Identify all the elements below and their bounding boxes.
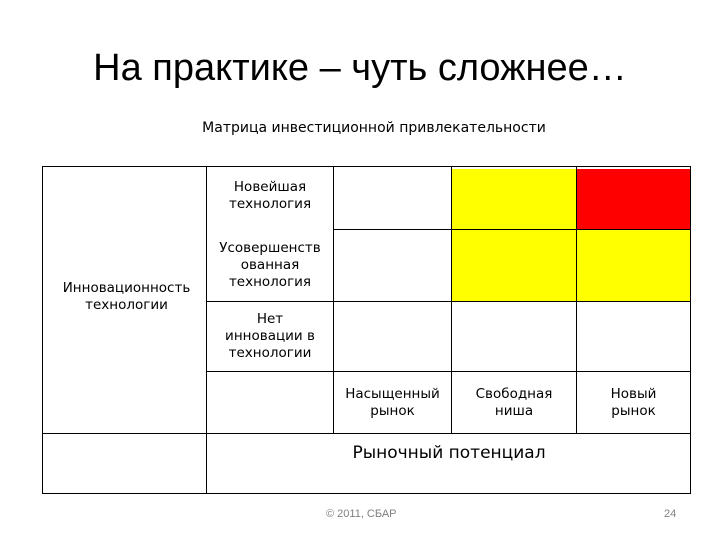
cell-newest-free-niche xyxy=(452,169,577,229)
cell-improved-new-market xyxy=(577,230,690,301)
x-axis-label: Рыночный потенциал xyxy=(352,443,546,463)
investment-matrix xyxy=(42,166,691,494)
cell-improved-free-niche xyxy=(452,230,577,301)
col-label-new-market: Новый рынок xyxy=(610,385,657,419)
row-label-improved: Усовершенств ованная технология xyxy=(219,240,321,290)
cell-newest-new-market xyxy=(577,169,690,229)
footer-copyright: © 2011, СБАР xyxy=(326,508,397,520)
grid-line xyxy=(333,229,691,230)
row-label-no-innovation: Нет инновации в технологии xyxy=(225,311,315,361)
y-axis-label: Инновационность технологии xyxy=(62,280,191,313)
page-number: 24 xyxy=(664,508,677,520)
slide-title: На практике – чуть сложнее… xyxy=(93,47,627,89)
matrix-caption: Матрица инвестиционной привлекательности xyxy=(202,120,546,136)
row-label-newest: Новейшая технология xyxy=(228,179,312,212)
col-label-free-niche: Свободная ниша xyxy=(475,385,553,419)
col-label-saturated-market: Насыщенный рынок xyxy=(345,385,440,419)
